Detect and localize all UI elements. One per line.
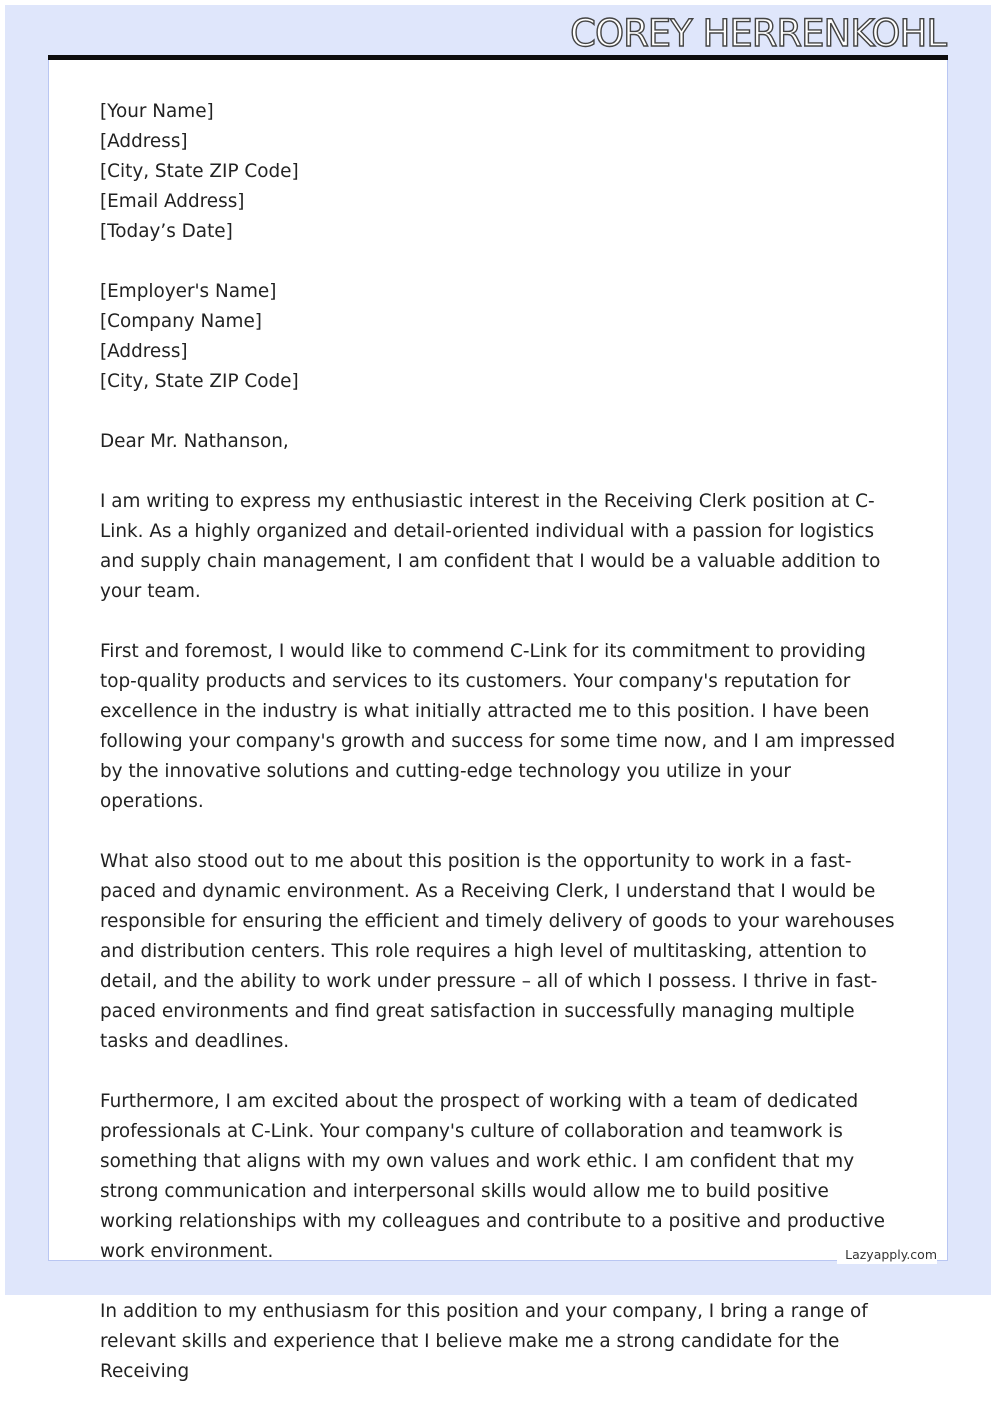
recipient-company: [Company Name] <box>100 311 262 332</box>
sender-email: [Email Address] <box>100 191 245 212</box>
letter-date: [Today’s Date] <box>100 221 233 242</box>
body-paragraph: I am writing to express my enthusiastic interest in the Receiving Clerk position at C-Link. As a highly organized and detail-oriented individual with a passion for logistics and supply chain management, I am confident that I would be a valuable addition to your team. <box>100 491 881 602</box>
sender-name: [Your Name] <box>100 101 214 122</box>
body-paragraph: In addition to my enthusiasm for this position and your company, I bring a range of relevant skills and experience that I believe make me a strong candidate for the Receiving <box>100 1301 868 1382</box>
recipient-block <box>100 277 900 397</box>
applicant-name: COREY HERRENKOHL <box>570 12 946 55</box>
header-rule <box>48 55 948 60</box>
sender-address: [Address] <box>100 131 188 152</box>
sender-city: [City, State ZIP Code] <box>100 161 299 182</box>
recipient-employer: [Employer's Name] <box>100 281 277 302</box>
letter-body <box>100 97 900 1417</box>
body-paragraph: Furthermore, I am excited about the prospect of working with a team of dedicated professionals at C-Link. Your company's culture of collaboration and teamwork is something that aligns with my own values and work ethic. I am confident that my strong communication and interpersonal skills would allow me to build positive working relationships with my colleagues and contribute to a positive and productive work environment. <box>100 1091 885 1262</box>
body-paragraph: What also stood out to me about this position is the opportunity to work in a fast-paced and dynamic environment. As a Receiving Clerk, I understand that I would be responsible for ensuring the efficient and timely delivery of goods to your warehouses and distribution centers. This role requires a high level of multitasking, attention to detail, and the ability to work under pressure – all of which I possess. I thrive in fast-paced environments and find great satisfaction in successfully managing multiple tasks and deadlines. <box>100 851 895 1052</box>
recipient-address: [Address] <box>100 341 188 362</box>
body-paragraph: First and foremost, I would like to commend C-Link for its commitment to providing top-quality products and services to its customers. Your company's reputation for excellence in the industry is what initially attracted me to this position. I have been following your company's growth and success for some time now, and I am impressed by the innovative solutions and cutting-edge technology you utilize in your operations. <box>100 641 896 812</box>
salutation: Dear Mr. Nathanson, <box>100 431 289 452</box>
sender-block <box>100 97 900 247</box>
recipient-city: [City, State ZIP Code] <box>100 371 299 392</box>
watermark: Lazyapply.com <box>837 1246 937 1264</box>
